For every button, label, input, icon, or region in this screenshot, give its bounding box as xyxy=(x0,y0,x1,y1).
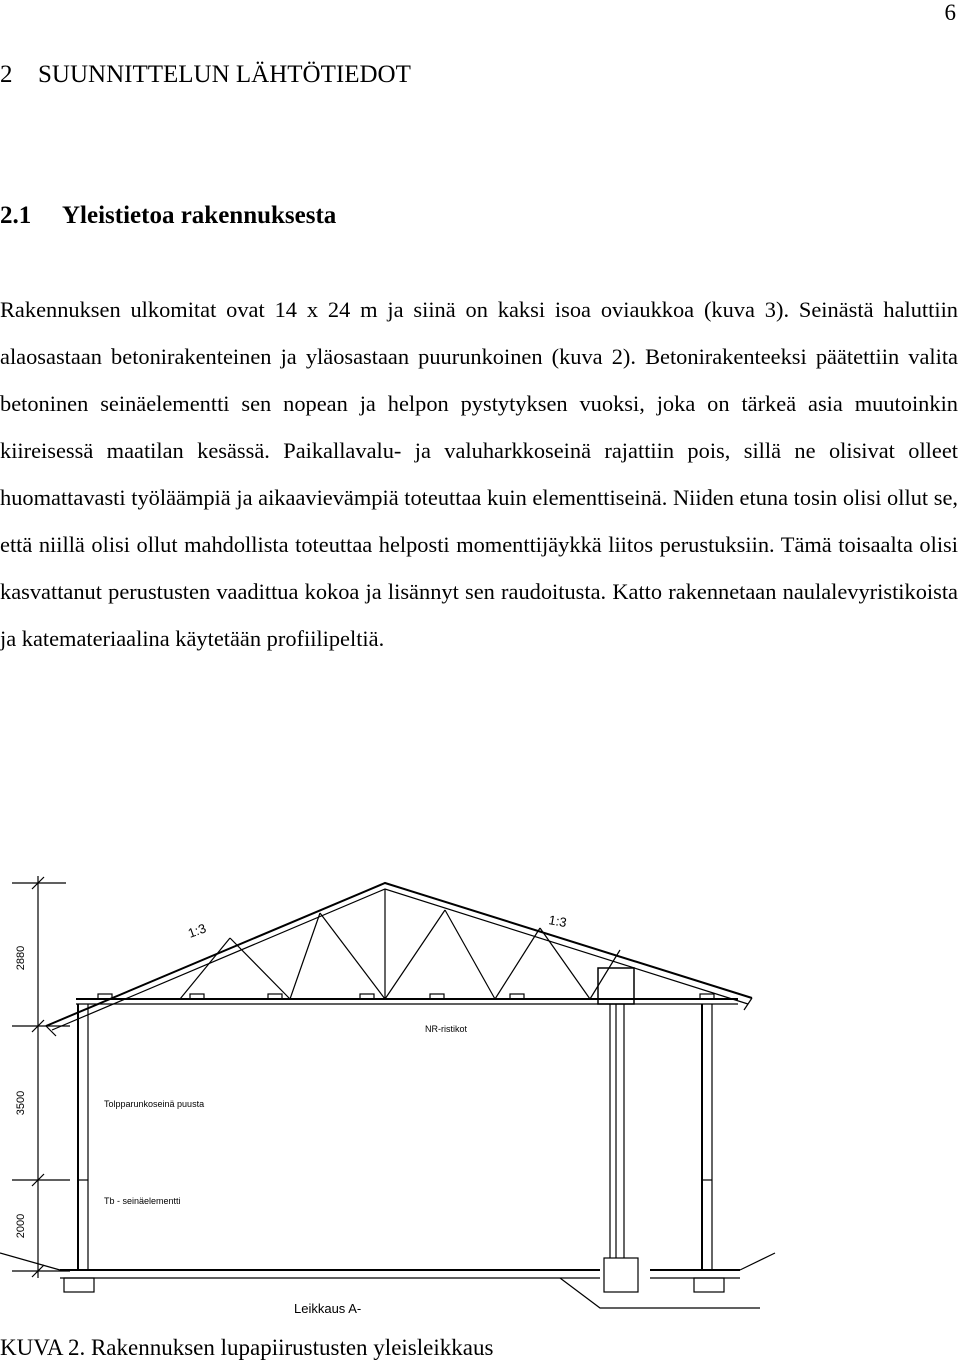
right-footing xyxy=(694,1278,724,1292)
chapter-heading xyxy=(0,60,411,90)
center-footing xyxy=(604,1258,638,1292)
wood-wall-label: Tolpparunkoseinä puusta xyxy=(104,1099,205,1109)
chapter-title: SUUNNITTELUN LÄHTÖTIEDOT xyxy=(38,61,411,88)
truss-label: NR-ristikot xyxy=(425,1024,467,1034)
figure-caption: KUVA 2. Rakennuksen lupapiirustusten yleisleikkaus xyxy=(0,1335,494,1360)
section-title: Yleistietoa rakennuksesta xyxy=(62,202,337,229)
dimension-label-roof: 2880 xyxy=(15,945,27,971)
body-paragraph: Rakennuksen ulkomitat ovat 14 x 24 m ja siinä on kaksi isoa oviaukkoa (kuva 3). Seinästä haluttiin alaosastaan betonirakenteinen ja yläosastaan puurunkoinen (kuva 2). Betonirakenteeksi päätettiin valita betoninen seinäelementti sen nopean ja helpon pystytyksen vuoksi, joka on tärkeä asia muutoinkin kiireisessä maatilan kesässä. Paikallavalu- ja valuharkkoseinä rajattiin pois, sillä ne olisivat olleet huomattavasti työläämpiä ja aikaavievämpiä toteuttaa kuin elementtiseinä. Niiden etuna tosin olisi ollut se, että niillä olisi ollut mahdollista toteuttaa helposti momenttijäykkä liitos perustuksiin. Tämä toisaalta olisi kasvattanut perustusten vaadittua kokoa ja lisännyt sen raudoitusta. Katto rakennetaan naulalevyristikoista ja katemateriaalina käytetään profiilipeltiä. xyxy=(0,297,958,651)
page-number: 6 xyxy=(944,0,956,25)
concrete-wall-label: Tb - seinäelementti xyxy=(104,1196,181,1206)
section-number: 2.1 xyxy=(0,202,32,229)
section-drawing-svg xyxy=(0,858,780,1328)
slope-left-label: 1:3 xyxy=(185,920,209,941)
slope-right-label: 1:3 xyxy=(547,912,568,931)
section-label: Leikkaus A- xyxy=(294,1301,362,1316)
dimension-label-concrete-wall: 2000 xyxy=(15,1213,27,1239)
truss-web xyxy=(180,889,620,999)
dimension-label-wood-wall: 3500 xyxy=(15,1090,27,1116)
roof-inner xyxy=(52,889,748,1030)
section-drawing xyxy=(0,858,780,1328)
chapter-number: 2 xyxy=(0,61,13,88)
section-heading xyxy=(0,201,336,231)
left-footing xyxy=(64,1278,94,1292)
